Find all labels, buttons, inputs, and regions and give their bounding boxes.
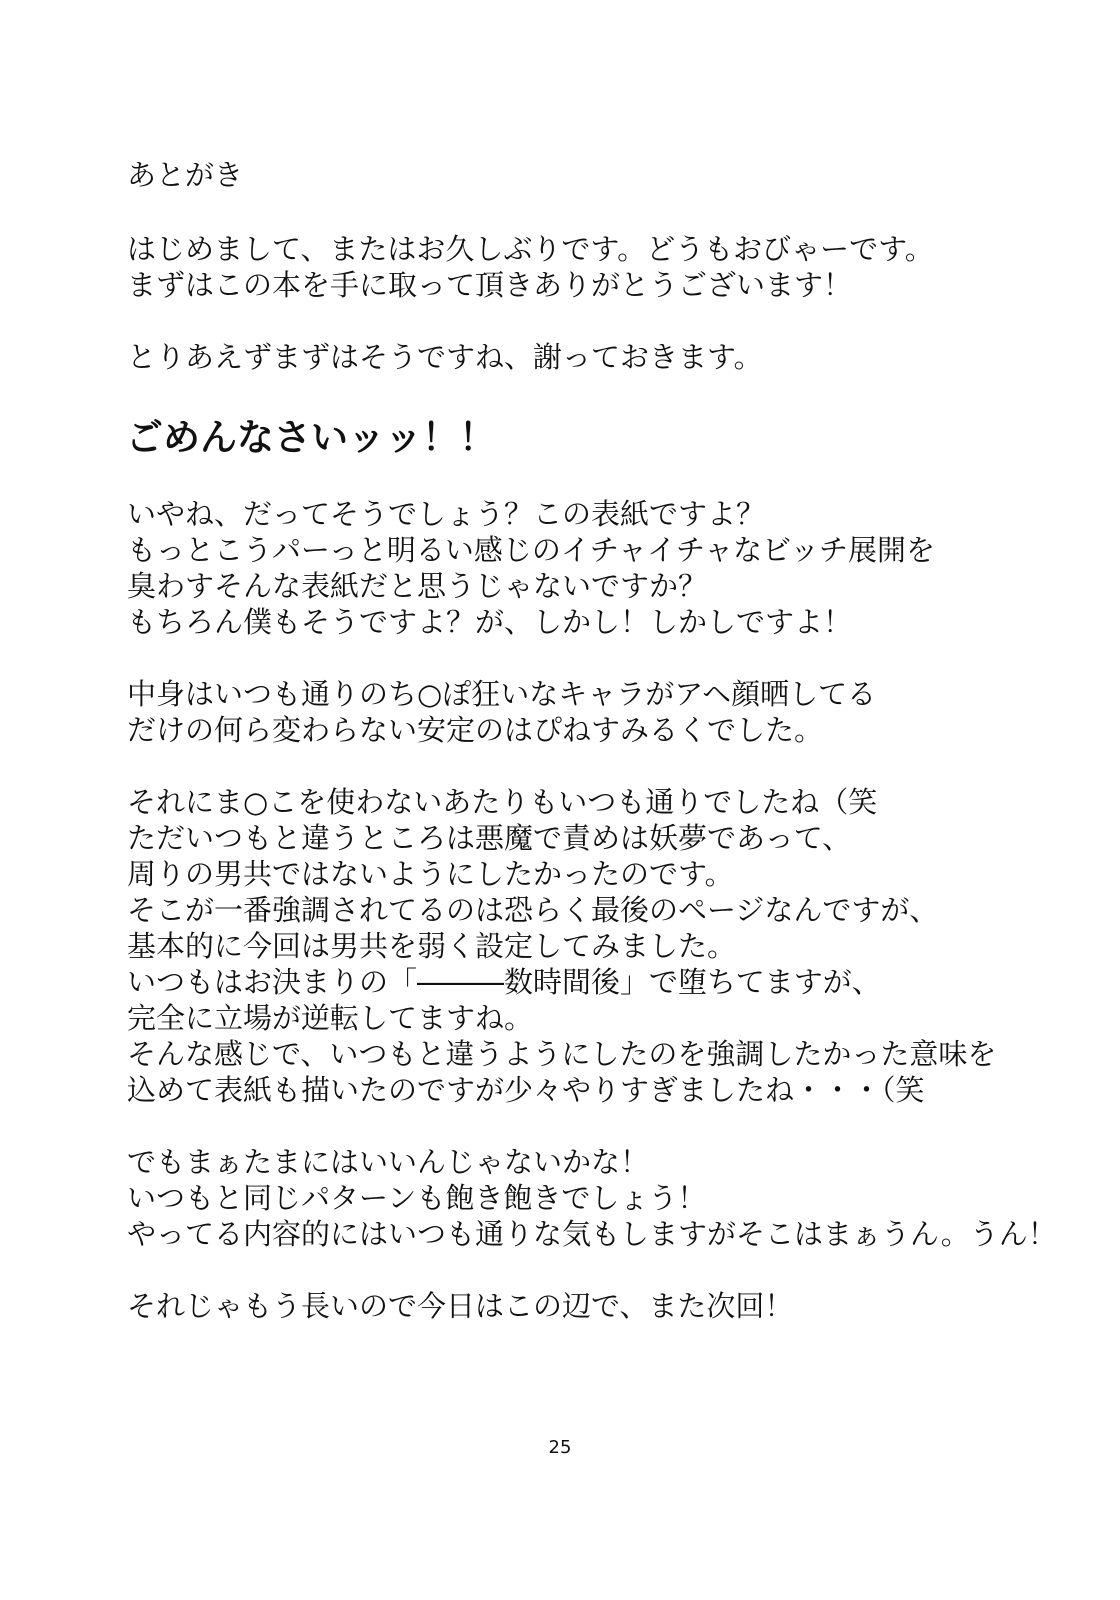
text-line: 完全に立場が逆転してますね。 (127, 1001, 534, 1035)
text-line: それじゃもう長いので今日はこの辺で、また次回！ (127, 1289, 794, 1323)
text-line: 基本的に今回は男共を弱く設定してみました。 (127, 929, 737, 963)
text-line: 中身はいつも通りのち○ぽ狂いなキャラがアヘ顔晒してる (127, 677, 877, 711)
apology-headline: ごめんなさいッッ！！ (126, 416, 496, 459)
text-line: いつもはお決まりの「―――数時間後」で堕ちてますが、 (127, 965, 881, 999)
text-line: でもまぁたまにはいいんじゃないかな！ (127, 1145, 650, 1179)
afterword-title: あとがき (127, 158, 244, 192)
text-line: はじめまして、またはお久しぶりです。どうもおびゃーです。 (127, 232, 934, 266)
text-line: そんな感じで、いつもと違うようにしたのを強調したかった意味を (127, 1037, 997, 1071)
text-line: とりあえずまずはそうですね、謝っておきます。 (127, 340, 763, 374)
text-line: ただいつもと違うところは悪魔で責めは妖夢であって、 (127, 821, 852, 855)
text-line: いつもと同じパターンも飽き飽きでしょう！ (127, 1181, 707, 1215)
text-line: 込めて表紙も描いたのですが少々やりすぎましたね・・・（笑 (127, 1073, 925, 1107)
text-line: だけの何ら変わらない安定のはぴねすみるくでした。 (127, 713, 824, 747)
text-line: やってる内容的にはいつも通りな気もしますがそこはまぁうん。うん！ (127, 1217, 1057, 1251)
text-line: そこが一番強調されてるのは恐らく最後のページなんですが、 (127, 893, 939, 927)
text-line: それにま○こを使わないあたりもいつも通りでしたね（笑 (127, 785, 878, 819)
text-line: いやね、だってそうでしょう？この表紙ですよ？ (127, 497, 766, 531)
text-line: もちろん僕もそうですよ？が、しかし！しかしですよ！ (127, 605, 853, 639)
text-line: もっとこうパーっと明るい感じのイチャイチャなビッチ展開を (127, 533, 935, 567)
text-line: 周りの男共ではないようにしたかったのです。 (127, 857, 734, 891)
text-line: まずはこの本を手に取って頂きありがとうございます！ (127, 268, 853, 302)
text-line: 臭わすそんな表紙だと思うじゃないですか？ (127, 569, 708, 603)
page-number: 25 (548, 1437, 572, 1458)
